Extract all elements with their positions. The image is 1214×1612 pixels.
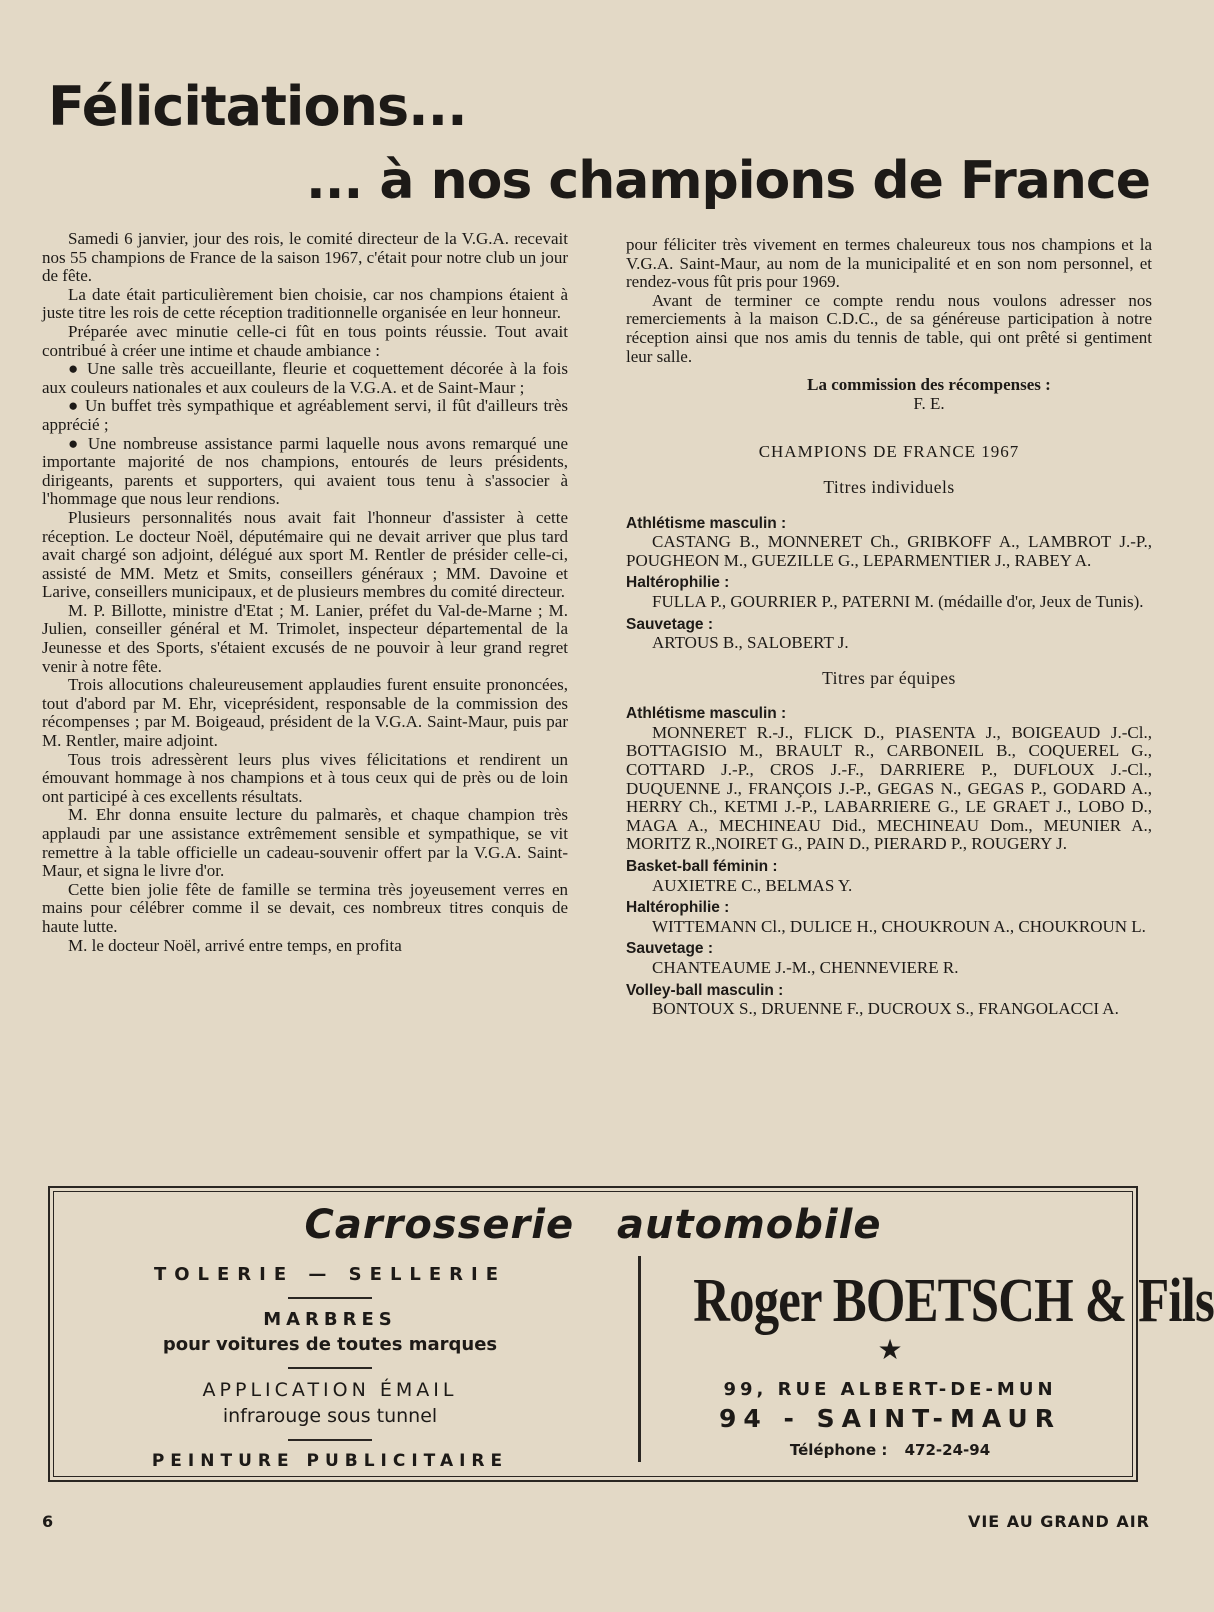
paragraph: Avant de terminer ce compte rendu nous voulons adresser nos remerciements à la maison C.D.C., de sa généreuse participation à notre réception ainsi que nos amis du tennis de table, qui ont prêté si gentiment leur salle. <box>626 290 1152 366</box>
category-label: Athlétisme masculin : <box>626 514 787 532</box>
champion-names: AUXIETRE C., BELMAS Y. <box>652 875 853 895</box>
phone-label: Téléphone : <box>789 1441 888 1459</box>
paragraph: M. Ehr donna ensuite lecture du palmarès, et chaque champion très applaudi par une assistance extrêmement sensible et sympathique, se vit remettre à la table officielle un cadeau-souvenir offert par la V.G.A. Saint-Maur, et signa le livre d'or. <box>42 805 568 881</box>
ad-headline-word: automobile <box>617 1202 882 1248</box>
divider <box>288 1367 372 1369</box>
ad-service-line: TOLERIE — SELLERIE <box>153 1264 507 1285</box>
signature: La commission des récompenses : <box>807 375 1051 395</box>
company-city: 94 - SAINT-MAUR <box>719 1404 1061 1433</box>
champion-names: BONTOUX S., DRUENNE F., DUCROUX S., FRANGOLACCI A. <box>652 999 1119 1019</box>
ad-service-line: PEINTURE PUBLICITAIRE <box>151 1451 509 1471</box>
category-label: Haltérophilie : <box>626 574 730 592</box>
category-label: Volley-ball masculin : <box>626 981 784 999</box>
category-label: Basket-ball féminin : <box>626 858 778 876</box>
ad-service-line: APPLICATION ÉMAIL <box>202 1379 458 1401</box>
company-address: 99, RUE ALBERT-DE-MUN <box>723 1379 1057 1400</box>
category-label: Sauvetage : <box>626 615 714 633</box>
category-label: Athlétisme masculin : <box>626 705 787 723</box>
star-icon: ★ <box>877 1335 903 1366</box>
paragraph: Plusieurs personnalités nous avait fait l'honneur d'assister à cette réception. Le docteur Noël, députémaire qui ne devait arriver que plus tard avait chargé son adjoint, délégué aux sport M. Rentler de présider celle-ci, assisté de MM. Metz et Smits, conseillers généraux ; MM. Davoine et Larive, conseillers municipaux, et de plusieurs membres du comité directeur. <box>42 507 568 602</box>
ad-service-line: pour voitures de toutes marques <box>162 1334 498 1355</box>
advertisement-box <box>48 1186 1214 1482</box>
ad-service-line: MARBRES <box>263 1309 397 1330</box>
paragraph: M. P. Billotte, ministre d'Etat ; M. Lanier, préfet du Val-de-Marne ; M. Julien, conseiller général et M. Trimolet, inspecteur départemental de la Jeunesse et des Sports, s'étaient excusés de ne pouvoir à leur grand regret venir à notre fête. <box>42 600 568 676</box>
ad-company-block <box>650 1266 1214 1459</box>
headline-line-1: Félicitations... <box>48 75 467 138</box>
article-left-column <box>42 230 568 955</box>
divider <box>288 1439 372 1441</box>
champion-names: ARTOUS B., SALOBERT J. <box>652 633 849 653</box>
ad-headline <box>50 1202 1136 1248</box>
paragraph: La date était particulièrement bien choisie, car nos champions étaient à juste titre les rois de cette réception traditionnelle organisée en leur honneur. <box>42 284 568 323</box>
champion-names: CASTANG B., MONNERET Ch., GRIBKOFF A., LAMBROT J.-P., POUGHEON M., GUEZILLE G., LEPARMENTIER J., RABEY A. <box>626 532 1152 570</box>
ad-service-line: infrarouge sous tunnel <box>222 1405 438 1427</box>
ad-services <box>70 1264 590 1471</box>
bullet-item: ● Une salle très accueillante, fleurie et coquettement décorée à la fois aux couleurs nationales et aux couleurs de la V.G.A. et de Saint-Maur ; <box>42 359 568 397</box>
paragraph: Préparée avec minutie celle-ci fût en tous points réussie. Tout avait contribué à créer une intime et chaude ambiance : <box>42 321 568 360</box>
paragraph: Samedi 6 janvier, jour des rois, le comité directeur de la V.G.A. recevait nos 55 champions de France de la saison 1967, c'était pour notre club un jour de fête. <box>42 229 568 286</box>
company-name: Roger BOETSCH & Fils <box>693 1267 1214 1335</box>
divider <box>288 1297 372 1299</box>
champions-title: CHAMPIONS DE FRANCE 1967 <box>758 442 1020 462</box>
paragraph: Tous trois adressèrent leurs plus vives félicitations et rendirent un émouvant hommage à nos champions et à tous ceux qui de près ou de loin ont participé à ces excellents résultats. <box>42 749 568 806</box>
vertical-divider <box>638 1256 641 1462</box>
article-right-column <box>626 236 1152 1023</box>
paragraph: Cette bien jolie fête de famille se termina très joyeusement verres en mains pour célébrer comme il se devait, ces nombreux titres conquis de haute lutte. <box>42 879 568 936</box>
company-phone <box>650 1441 1130 1459</box>
champion-names: MONNERET R.-J., FLICK D., PIASENTA J., BOIGEAUD J.-Cl., BOTTAGISIO M., BRAULT R., CARBONEIL B., COQUEREL G., COTTARD J.-P., CROS J.-F., DARRIERE P., DUFLOUX J.-Cl., DUQUENNE J., FRANÇOIS J.-P., GEGAS N., GEGAS P., GODARD A., HERRY Ch., KETMI J.-P., LABARRIERE G., LE GRAET J., LOBO D., MAGA A., MECHINEAU Did., MECHINEAU Dom., MEUNIER A., MORITZ R.,NOIRET G., PAIN D., PIERARD P., ROUGERY J. <box>626 722 1152 854</box>
team-titles-heading: Titres par équipes <box>822 667 956 688</box>
headline-line-2: ... à nos champions de France <box>306 151 1150 211</box>
champion-names: FULLA P., GOURRIER P., PATERNI M. (médaille d'or, Jeux de Tunis). <box>652 591 1144 611</box>
page-number: 6 <box>42 1512 54 1531</box>
phone-number: 472-24-94 <box>904 1441 991 1459</box>
champion-names: WITTEMANN Cl., DULICE H., CHOUKROUN A., CHOUKROUN L. <box>652 916 1146 936</box>
paragraph: pour féliciter très vivement en termes chaleureux tous nos champions et la V.G.A. Saint-Maur, au nom de la municipalité et en son nom personnel, et rendez-vous fût pris pour 1969. <box>626 235 1152 292</box>
paragraph: Trois allocutions chaleureusement applaudies furent ensuite prononcées, tout d'abord par M. Ehr, viceprésident, responsable de la commission des récompenses ; par M. Boigeaud, président de la V.G.A. Saint-Maur, puis par M. Rentler, maire adjoint. <box>42 675 568 751</box>
category-label: Haltérophilie : <box>626 899 730 917</box>
magazine-name: VIE AU GRAND AIR <box>967 1512 1150 1531</box>
individual-titles-heading: Titres individuels <box>823 476 955 497</box>
champion-names: CHANTEAUME J.-M., CHENNEVIERE R. <box>652 958 959 977</box>
ad-headline-word: Carrosserie <box>304 1202 575 1248</box>
category-label: Sauvetage : <box>626 940 714 958</box>
signature-initials: F. E. <box>913 393 945 413</box>
bullet-item: ● Une nombreuse assistance parmi laquelle nous avons remarqué une importante majorité de nos champions, entourés de leurs présidents, dirigeants, parents et supporters, qui avaient tous tenu à s'associer à l'hommage que nous leur rendions. <box>42 433 568 509</box>
bullet-item: ● Un buffet très sympathique et agréablement servi, il fût d'ailleurs très apprécié ; <box>42 396 568 434</box>
paragraph: M. le docteur Noël, arrivé entre temps, en profita <box>68 935 402 955</box>
